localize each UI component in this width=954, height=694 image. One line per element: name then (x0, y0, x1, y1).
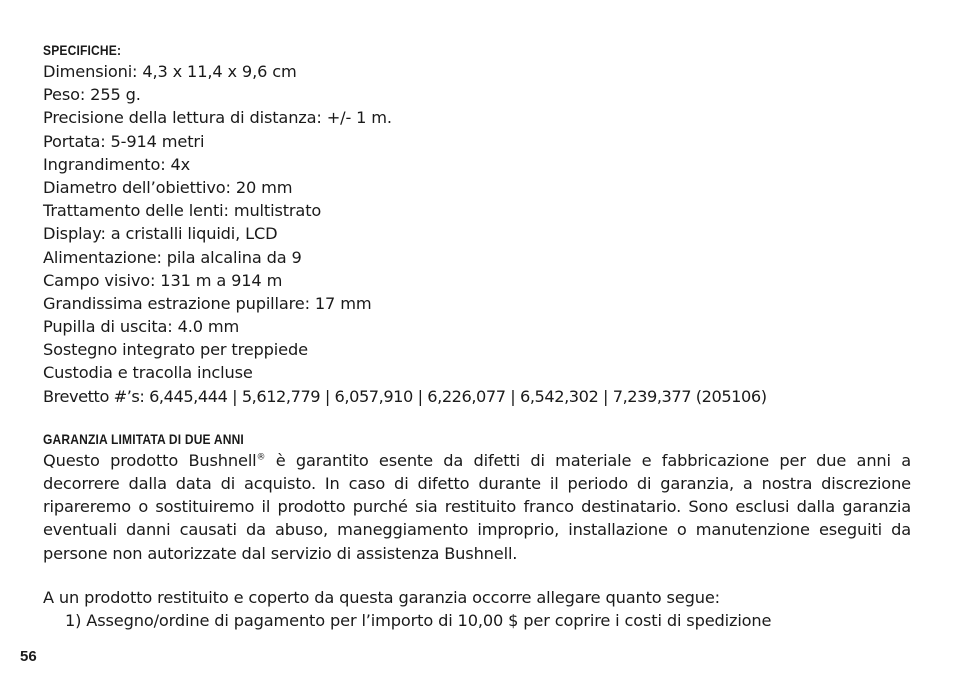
warranty-paragraph (43, 449, 911, 565)
spec-line-field-of-view: Campo visivo: 131 m a 914 m (43, 270, 283, 290)
warranty-heading: GARANZIA LIMITATA DI DUE ANNI (43, 430, 244, 447)
spec-line-power: Alimentazione: pila alcalina da 9 (43, 247, 302, 267)
spec-line-weight: Peso: 255 g. (43, 85, 141, 105)
spec-line-eye-relief: Grandissima estrazione pupillare: 17 mm (43, 293, 372, 313)
paragraph-gap (43, 565, 911, 586)
spec-line-objective-diameter: Diametro dell’obiettivo: 20 mm (43, 177, 293, 197)
spec-line-display: Display: a cristalli liquidi, LCD (43, 224, 278, 244)
specifications-heading: SPECIFICHE: (43, 42, 122, 58)
spec-line-range: Portata: 5-914 metri (43, 131, 205, 151)
return-requirements-intro: A un prodotto restituito e coperto da questa garanzia occorre allegare quanto segue: (43, 587, 720, 607)
return-requirement-item: 1) Assegno/ordine di pagamento per l’importo di 10,00 $ per coprire i costi di spedizione (65, 611, 772, 631)
document-page (43, 40, 911, 632)
warranty-paragraph-rest: è garantito esente da difetti di materiale e fabbricazione per due anni a decorrere dalla data di acquisto. In caso di difetto durante il periodo di garanzia, a nostra discrezione ripareremo o sostituiremo il prodotto purché sia restituito franco destinatario. Sono esclusi dalla garanzia eventuali danni causati da abuso, maneggiamento improprio, installazione o manutenzione eseguiti da persone non autorizzate dal servizio di assistenza Bushnell. (43, 450, 911, 563)
spec-line-exit-pupil: Pupilla di uscita: 4.0 mm (43, 317, 240, 337)
warranty-paragraph-start: Questo prodotto Bushnell (43, 450, 257, 470)
spec-line-lens-coating: Trattamento delle lenti: multistrato (43, 201, 322, 221)
section-gap (43, 408, 911, 429)
spec-line-accuracy: Precisione della lettura di distanza: +/- 1 m. (43, 108, 392, 128)
registered-mark: ® (256, 452, 266, 463)
warranty-section (43, 429, 911, 632)
spec-line-patents: Brevetto #’s: 6,445,444 | 5,612,779 | 6,057,910 | 6,226,077 | 6,542,302 | 7,239,377 (205106) (43, 386, 767, 406)
specifications-section (43, 40, 911, 408)
spec-line-tripod-mount: Sostegno integrato per treppiede (43, 340, 308, 360)
spec-line-magnification: Ingrandimento: 4x (43, 154, 191, 174)
spec-line-case-strap: Custodia e tracolla incluse (43, 363, 253, 383)
page-number: 56 (20, 648, 37, 665)
spec-line-dimensions: Dimensioni: 4,3 x 11,4 x 9,6 cm (43, 62, 297, 81)
